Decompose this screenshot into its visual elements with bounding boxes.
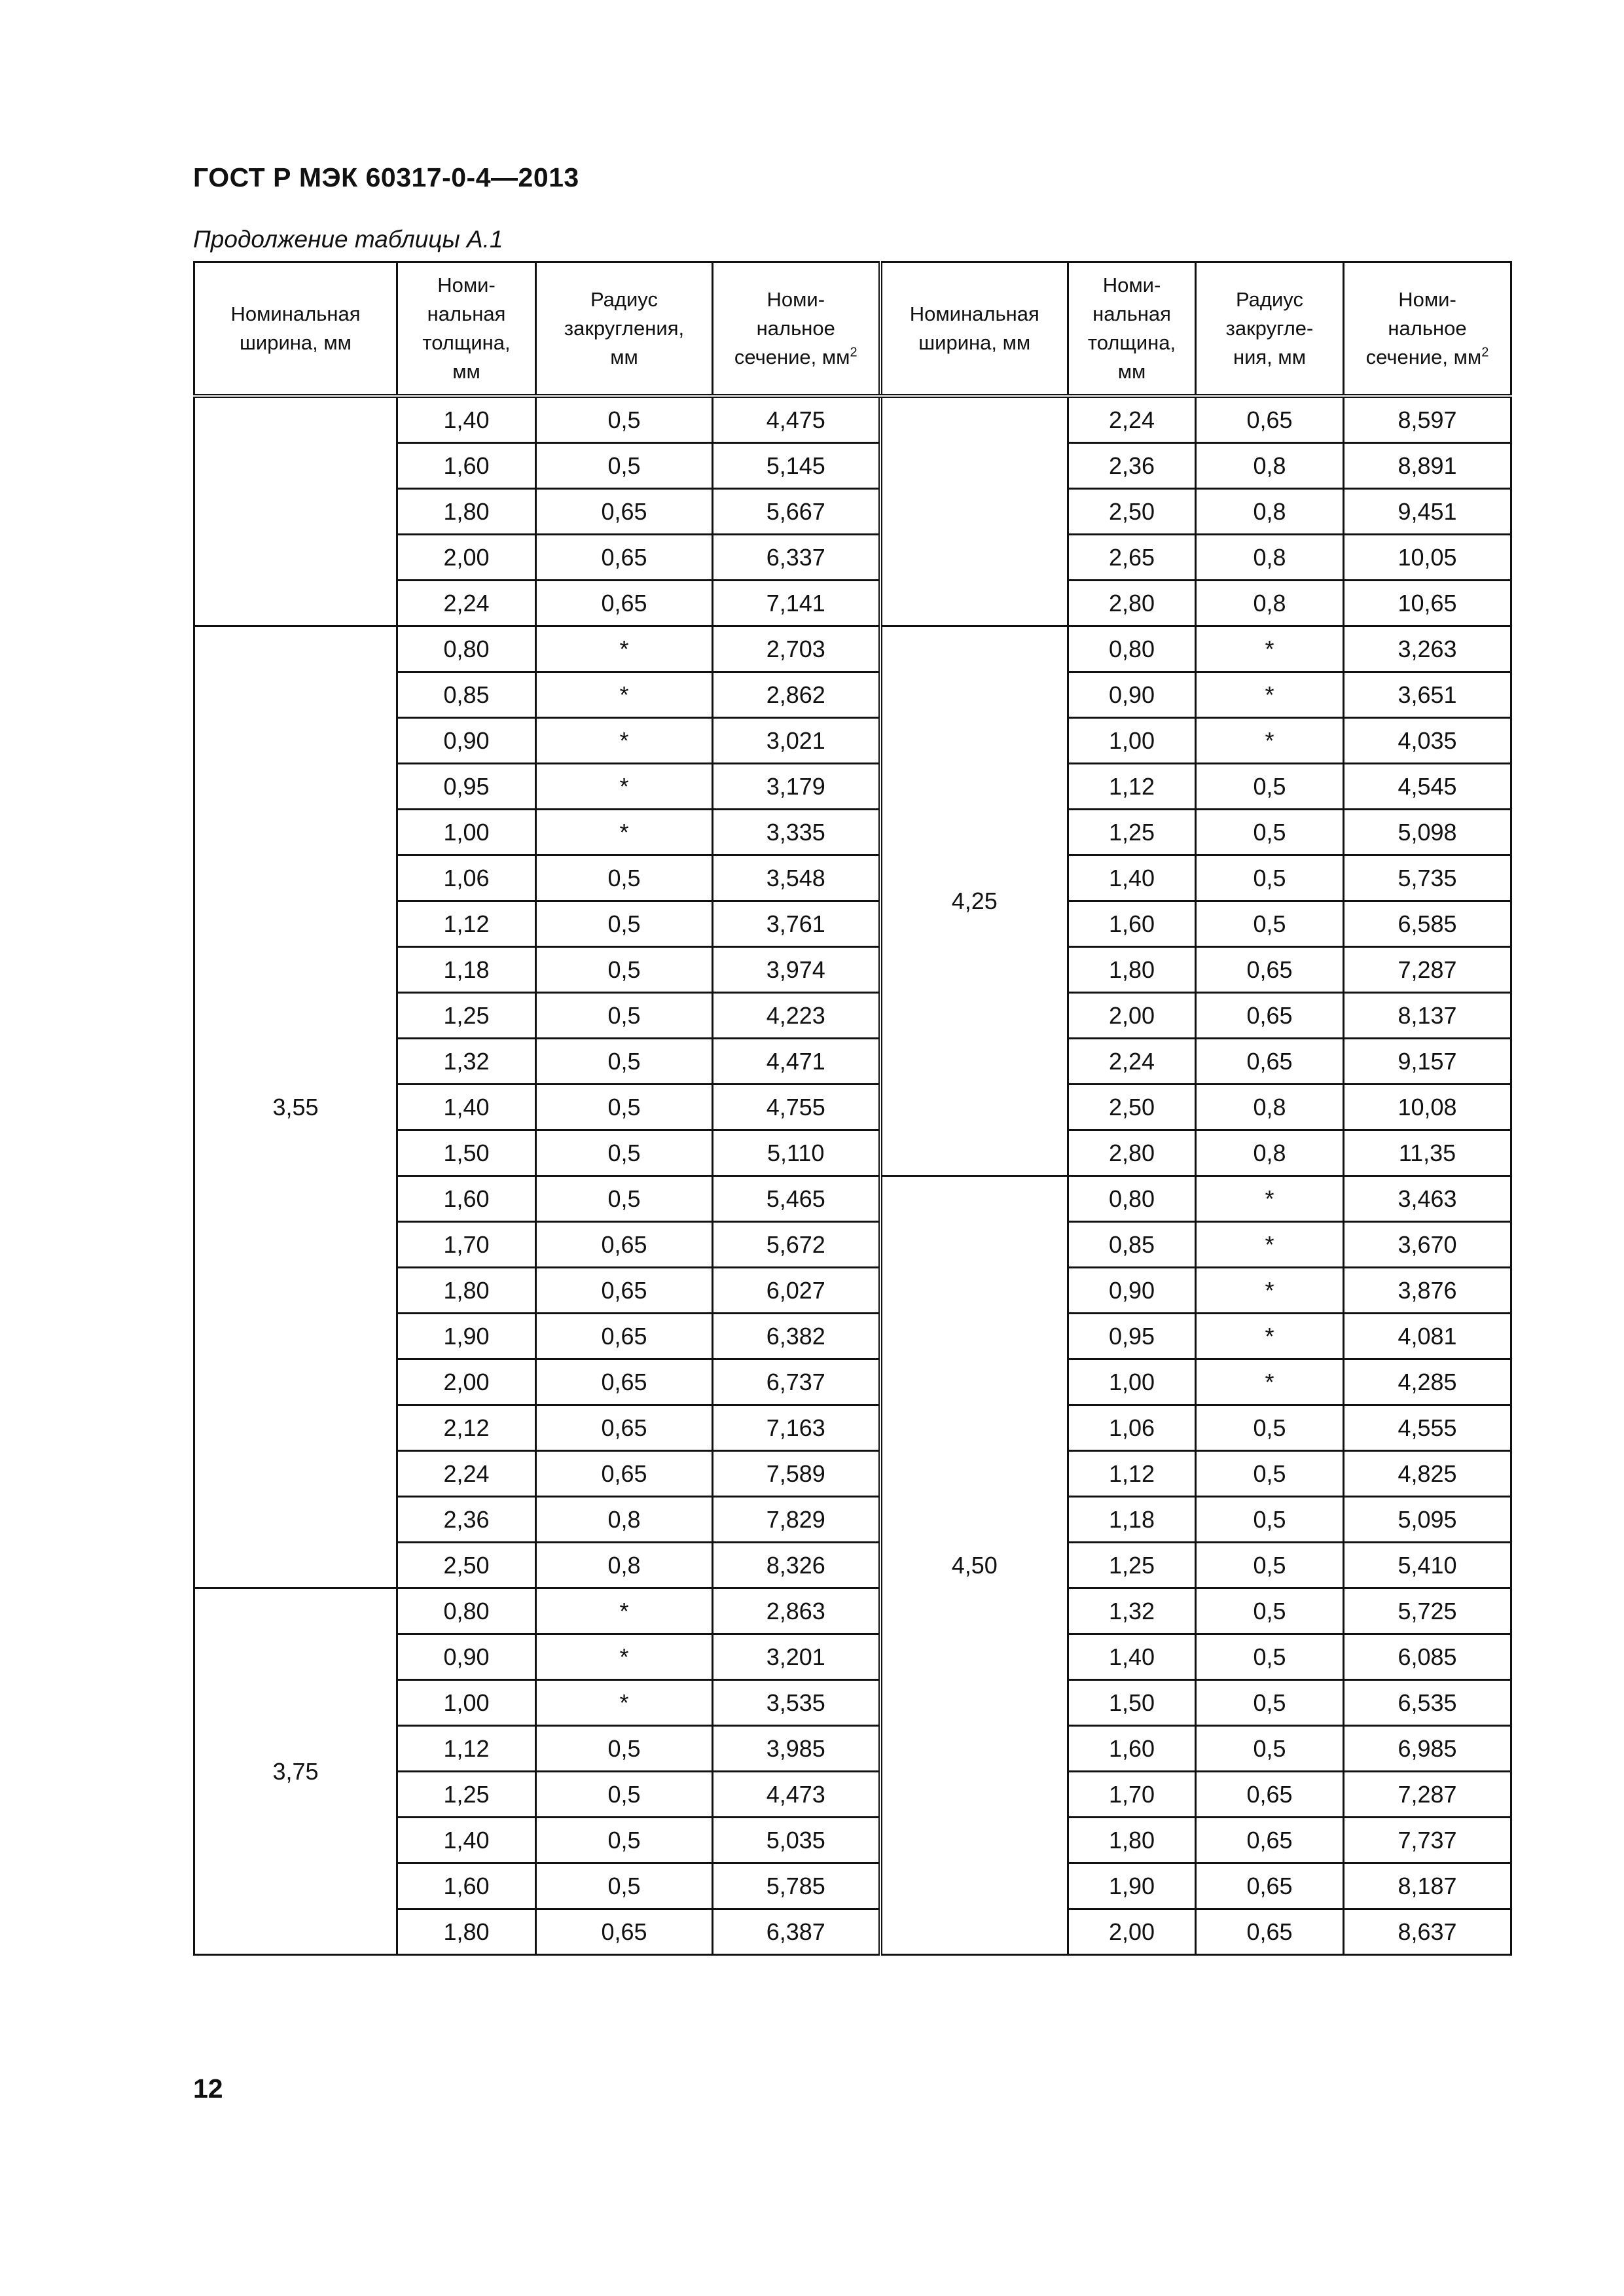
right-section-cell: 8,891 (1344, 443, 1511, 489)
left-radius-cell: 0,65 (536, 1909, 713, 1955)
left-section-cell: 2,863 (713, 1588, 880, 1634)
right-section-cell: 8,137 (1344, 993, 1511, 1039)
left-section-cell: 3,021 (713, 718, 880, 764)
left-radius-cell: * (536, 1588, 713, 1634)
left-section-cell: 3,201 (713, 1634, 880, 1680)
table-caption: Продолжение таблицы А.1 (193, 226, 503, 253)
right-section-cell: 5,098 (1344, 810, 1511, 855)
right-radius-cell: 0,8 (1196, 581, 1344, 626)
right-thickness-cell: 2,24 (1068, 396, 1196, 443)
left-radius-cell: * (536, 810, 713, 855)
right-radius-cell: 0,5 (1196, 1405, 1344, 1451)
right-section-cell: 9,451 (1344, 489, 1511, 535)
left-section-cell: 8,326 (713, 1543, 880, 1588)
right-thickness-cell: 1,60 (1068, 901, 1196, 947)
left-section-cell: 5,110 (713, 1130, 880, 1176)
right-section-cell: 5,095 (1344, 1497, 1511, 1543)
left-thickness-cell: 1,00 (397, 810, 536, 855)
right-thickness-cell: 1,06 (1068, 1405, 1196, 1451)
data-table (193, 261, 1512, 1956)
right-section-cell: 6,535 (1344, 1680, 1511, 1726)
right-section-cell: 7,287 (1344, 947, 1511, 993)
left-section-cell: 3,548 (713, 855, 880, 901)
right-section-cell: 4,035 (1344, 718, 1511, 764)
left-section-cell: 2,862 (713, 672, 880, 718)
left-radius-cell: * (536, 626, 713, 672)
left-radius-cell: 0,8 (536, 1543, 713, 1588)
right-radius-cell: 0,65 (1196, 1772, 1344, 1818)
right-radius-cell: 0,65 (1196, 1863, 1344, 1909)
right-section-cell: 10,65 (1344, 581, 1511, 626)
left-radius-cell: 0,5 (536, 443, 713, 489)
right-width-cell (880, 396, 1068, 626)
header-line: нальное (1388, 317, 1467, 340)
left-radius-cell: * (536, 718, 713, 764)
right-section-cell: 3,263 (1344, 626, 1511, 672)
left-radius-cell: 0,5 (536, 993, 713, 1039)
left-radius-cell: 0,5 (536, 396, 713, 443)
header-line: нальное (756, 317, 835, 340)
right-radius-cell: * (1196, 1222, 1344, 1268)
right-radius-cell: 0,5 (1196, 1726, 1344, 1772)
table-body (194, 396, 1511, 1955)
right-thickness-cell: 2,80 (1068, 1130, 1196, 1176)
right-thickness-cell: 1,12 (1068, 764, 1196, 810)
left-thickness-cell: 1,32 (397, 1039, 536, 1085)
left-thickness-cell: 1,80 (397, 1268, 536, 1314)
right-radius-cell: 0,5 (1196, 901, 1344, 947)
left-section-cell: 4,475 (713, 396, 880, 443)
left-section-cell: 3,974 (713, 947, 880, 993)
left-section-cell: 3,761 (713, 901, 880, 947)
left-thickness-cell: 2,12 (397, 1405, 536, 1451)
right-thickness-cell: 2,50 (1068, 1085, 1196, 1130)
right-section-cell: 4,825 (1344, 1451, 1511, 1497)
header-superscript: 2 (1481, 345, 1489, 360)
right-thickness-cell: 0,90 (1068, 1268, 1196, 1314)
right-width-cell: 4,25 (880, 626, 1068, 1176)
left-radius-cell: * (536, 1634, 713, 1680)
right-radius-cell: * (1196, 718, 1344, 764)
document-header: ГОСТ Р МЭК 60317-0-4—2013 (193, 162, 579, 192)
header-line: закругле- (1225, 317, 1314, 340)
right-thickness-cell: 0,90 (1068, 672, 1196, 718)
left-radius-cell: 0,5 (536, 901, 713, 947)
left-width-cell (194, 396, 397, 626)
left-width-cell: 3,55 (194, 626, 397, 1588)
right-section-cell: 8,637 (1344, 1909, 1511, 1955)
left-thickness-cell: 1,12 (397, 901, 536, 947)
table-row (194, 396, 1511, 443)
right-radius-cell: * (1196, 1268, 1344, 1314)
left-section-cell: 4,473 (713, 1772, 880, 1818)
right-radius-cell: 0,5 (1196, 1451, 1344, 1497)
right-section-cell: 4,545 (1344, 764, 1511, 810)
left-radius-cell: 0,5 (536, 1176, 713, 1222)
right-radius-cell: 0,8 (1196, 535, 1344, 581)
right-radius-cell: * (1196, 1314, 1344, 1359)
right-section-cell: 10,08 (1344, 1085, 1511, 1130)
right-thickness-cell: 2,24 (1068, 1039, 1196, 1085)
right-thickness-cell: 1,00 (1068, 718, 1196, 764)
left-thickness-cell: 1,06 (397, 855, 536, 901)
left-section-cell: 5,035 (713, 1818, 880, 1863)
left-radius-cell: 0,5 (536, 1039, 713, 1085)
right-section-cell: 11,35 (1344, 1130, 1511, 1176)
left-thickness-cell: 1,40 (397, 1085, 536, 1130)
right-radius-cell: 0,65 (1196, 396, 1344, 443)
left-radius-cell: 0,65 (536, 489, 713, 535)
right-radius-cell: * (1196, 1359, 1344, 1405)
header-line: Номи- (1398, 288, 1456, 311)
left-thickness-cell: 2,00 (397, 535, 536, 581)
right-thickness-cell: 0,80 (1068, 1176, 1196, 1222)
left-width-header (194, 262, 397, 397)
right-thickness-cell: 0,95 (1068, 1314, 1196, 1359)
left-thickness-cell: 1,80 (397, 489, 536, 535)
right-section-cell: 7,287 (1344, 1772, 1511, 1818)
right-section-cell: 10,05 (1344, 535, 1511, 581)
left-section-cell: 3,985 (713, 1726, 880, 1772)
right-thickness-cell: 1,32 (1068, 1588, 1196, 1634)
right-thickness-cell: 0,80 (1068, 626, 1196, 672)
left-section-header (713, 262, 880, 397)
left-radius-header (536, 262, 713, 397)
left-radius-cell: 0,65 (536, 1359, 713, 1405)
right-thickness-cell: 1,12 (1068, 1451, 1196, 1497)
right-section-cell: 6,085 (1344, 1634, 1511, 1680)
left-thickness-cell: 1,00 (397, 1680, 536, 1726)
left-radius-cell: 0,8 (536, 1497, 713, 1543)
header-line: Радиус (1236, 288, 1303, 311)
header-superscript: 2 (850, 345, 857, 360)
left-section-cell: 5,465 (713, 1176, 880, 1222)
left-thickness-cell: 2,36 (397, 1497, 536, 1543)
header-line: нальная (427, 302, 506, 325)
right-radius-cell: 0,5 (1196, 855, 1344, 901)
right-radius-cell: * (1196, 672, 1344, 718)
right-section-cell: 3,876 (1344, 1268, 1511, 1314)
left-thickness-cell: 2,24 (397, 1451, 536, 1497)
left-radius-cell: 0,65 (536, 581, 713, 626)
right-section-cell: 5,410 (1344, 1543, 1511, 1588)
left-thickness-cell: 1,70 (397, 1222, 536, 1268)
left-radius-cell: 0,65 (536, 1268, 713, 1314)
left-section-cell: 6,027 (713, 1268, 880, 1314)
right-radius-cell: 0,5 (1196, 1588, 1344, 1634)
left-thickness-header (397, 262, 536, 397)
left-section-cell: 3,535 (713, 1680, 880, 1726)
right-radius-header (1196, 262, 1344, 397)
left-section-cell: 3,335 (713, 810, 880, 855)
header-line: нальная (1092, 302, 1171, 325)
header-line: мм (1117, 360, 1146, 383)
table-row (194, 1588, 1511, 1634)
left-section-cell: 4,471 (713, 1039, 880, 1085)
left-thickness-cell: 1,25 (397, 1772, 536, 1818)
left-thickness-cell: 1,60 (397, 443, 536, 489)
right-radius-cell: * (1196, 1176, 1344, 1222)
header-line: мм (452, 360, 480, 383)
right-section-cell: 8,187 (1344, 1863, 1511, 1909)
right-radius-cell: 0,65 (1196, 947, 1344, 993)
left-section-cell: 6,382 (713, 1314, 880, 1359)
left-radius-cell: * (536, 1680, 713, 1726)
header-line: ширина, мм (240, 331, 352, 354)
left-thickness-cell: 0,80 (397, 1588, 536, 1634)
left-section-cell: 4,223 (713, 993, 880, 1039)
left-section-cell: 5,145 (713, 443, 880, 489)
right-width-cell: 4,50 (880, 1176, 1068, 1955)
page-number: 12 (193, 2073, 223, 2104)
right-thickness-cell: 1,40 (1068, 1634, 1196, 1680)
left-section-cell: 4,755 (713, 1085, 880, 1130)
right-section-cell: 4,555 (1344, 1405, 1511, 1451)
right-thickness-cell: 1,70 (1068, 1772, 1196, 1818)
left-thickness-cell: 2,00 (397, 1359, 536, 1405)
left-thickness-cell: 1,12 (397, 1726, 536, 1772)
right-radius-cell: 0,5 (1196, 810, 1344, 855)
left-radius-cell: 0,65 (536, 1451, 713, 1497)
right-section-cell: 3,463 (1344, 1176, 1511, 1222)
left-thickness-cell: 1,25 (397, 993, 536, 1039)
left-radius-cell: 0,65 (536, 1405, 713, 1451)
right-radius-cell: 0,5 (1196, 764, 1344, 810)
right-radius-cell: 0,8 (1196, 1130, 1344, 1176)
right-radius-cell: 0,65 (1196, 993, 1344, 1039)
left-thickness-cell: 2,50 (397, 1543, 536, 1588)
table-header-row (194, 262, 1511, 397)
left-radius-cell: 0,5 (536, 855, 713, 901)
right-width-header (880, 262, 1068, 397)
left-section-cell: 6,737 (713, 1359, 880, 1405)
right-section-cell: 7,737 (1344, 1818, 1511, 1863)
left-section-cell: 3,179 (713, 764, 880, 810)
left-section-cell: 6,337 (713, 535, 880, 581)
left-thickness-cell: 1,60 (397, 1176, 536, 1222)
right-thickness-cell: 2,36 (1068, 443, 1196, 489)
right-thickness-cell: 1,80 (1068, 947, 1196, 993)
right-radius-cell: 0,5 (1196, 1680, 1344, 1726)
right-thickness-cell: 1,25 (1068, 1543, 1196, 1588)
left-thickness-cell: 0,95 (397, 764, 536, 810)
right-radius-cell: 0,65 (1196, 1909, 1344, 1955)
right-thickness-header (1068, 262, 1196, 397)
left-section-cell: 7,163 (713, 1405, 880, 1451)
left-radius-cell: 0,5 (536, 1772, 713, 1818)
header-line: сечение, мм (1365, 346, 1482, 368)
right-radius-cell: 0,65 (1196, 1818, 1344, 1863)
left-radius-cell: 0,5 (536, 1085, 713, 1130)
header-line: толщина, (422, 331, 511, 354)
right-radius-cell: 0,8 (1196, 1085, 1344, 1130)
right-radius-cell: 0,65 (1196, 1039, 1344, 1085)
right-thickness-cell: 2,00 (1068, 1909, 1196, 1955)
table-row (194, 626, 1511, 672)
right-thickness-cell: 1,60 (1068, 1726, 1196, 1772)
right-thickness-cell: 2,50 (1068, 489, 1196, 535)
left-thickness-cell: 2,24 (397, 581, 536, 626)
right-radius-cell: 0,5 (1196, 1497, 1344, 1543)
left-radius-cell: 0,5 (536, 1726, 713, 1772)
header-line: Номинальная (230, 302, 361, 325)
header-line: Номинальная (909, 302, 1039, 325)
header-line: Номи- (1102, 274, 1161, 296)
left-radius-cell: 0,65 (536, 1222, 713, 1268)
left-radius-cell: 0,5 (536, 1863, 713, 1909)
left-thickness-cell: 0,90 (397, 1634, 536, 1680)
left-radius-cell: * (536, 764, 713, 810)
header-line: мм (610, 346, 638, 368)
right-section-cell: 5,735 (1344, 855, 1511, 901)
left-thickness-cell: 0,80 (397, 626, 536, 672)
left-radius-cell: 0,5 (536, 947, 713, 993)
right-thickness-cell: 1,40 (1068, 855, 1196, 901)
right-radius-cell: 0,8 (1196, 443, 1344, 489)
left-section-cell: 5,667 (713, 489, 880, 535)
right-section-header (1344, 262, 1511, 397)
right-radius-cell: 0,5 (1196, 1634, 1344, 1680)
right-thickness-cell: 2,65 (1068, 535, 1196, 581)
left-thickness-cell: 1,80 (397, 1909, 536, 1955)
right-section-cell: 5,725 (1344, 1588, 1511, 1634)
left-thickness-cell: 1,40 (397, 1818, 536, 1863)
header-line: Номи- (437, 274, 496, 296)
left-thickness-cell: 0,90 (397, 718, 536, 764)
header-line: ширина, мм (918, 331, 1031, 354)
left-width-cell: 3,75 (194, 1588, 397, 1955)
left-radius-cell: 0,65 (536, 1314, 713, 1359)
right-thickness-cell: 1,80 (1068, 1818, 1196, 1863)
right-radius-cell: 0,8 (1196, 489, 1344, 535)
right-thickness-cell: 1,18 (1068, 1497, 1196, 1543)
right-section-cell: 3,670 (1344, 1222, 1511, 1268)
header-line: закругления, (564, 317, 685, 340)
right-section-cell: 6,985 (1344, 1726, 1511, 1772)
right-section-cell: 9,157 (1344, 1039, 1511, 1085)
left-thickness-cell: 1,18 (397, 947, 536, 993)
left-section-cell: 7,141 (713, 581, 880, 626)
right-thickness-cell: 1,25 (1068, 810, 1196, 855)
header-line: сечение, мм (734, 346, 850, 368)
right-thickness-cell: 2,00 (1068, 993, 1196, 1039)
header-line: Радиус (590, 288, 658, 311)
left-radius-cell: 0,5 (536, 1818, 713, 1863)
right-thickness-cell: 1,00 (1068, 1359, 1196, 1405)
left-section-cell: 7,589 (713, 1451, 880, 1497)
left-thickness-cell: 1,50 (397, 1130, 536, 1176)
right-radius-cell: * (1196, 626, 1344, 672)
left-section-cell: 7,829 (713, 1497, 880, 1543)
header-line: ния, мм (1233, 346, 1307, 368)
right-thickness-cell: 2,80 (1068, 581, 1196, 626)
left-section-cell: 6,387 (713, 1909, 880, 1955)
left-thickness-cell: 1,90 (397, 1314, 536, 1359)
right-thickness-cell: 1,90 (1068, 1863, 1196, 1909)
left-thickness-cell: 0,85 (397, 672, 536, 718)
left-section-cell: 5,785 (713, 1863, 880, 1909)
right-section-cell: 3,651 (1344, 672, 1511, 718)
right-section-cell: 6,585 (1344, 901, 1511, 947)
left-thickness-cell: 1,40 (397, 396, 536, 443)
left-section-cell: 2,703 (713, 626, 880, 672)
right-section-cell: 8,597 (1344, 396, 1511, 443)
left-thickness-cell: 1,60 (397, 1863, 536, 1909)
right-section-cell: 4,081 (1344, 1314, 1511, 1359)
header-line: толщина, (1087, 331, 1176, 354)
header-line: Номи- (767, 288, 825, 311)
left-radius-cell: * (536, 672, 713, 718)
left-radius-cell: 0,5 (536, 1130, 713, 1176)
left-section-cell: 5,672 (713, 1222, 880, 1268)
left-radius-cell: 0,65 (536, 535, 713, 581)
right-section-cell: 4,285 (1344, 1359, 1511, 1405)
right-thickness-cell: 1,50 (1068, 1680, 1196, 1726)
right-radius-cell: 0,5 (1196, 1543, 1344, 1588)
right-thickness-cell: 0,85 (1068, 1222, 1196, 1268)
